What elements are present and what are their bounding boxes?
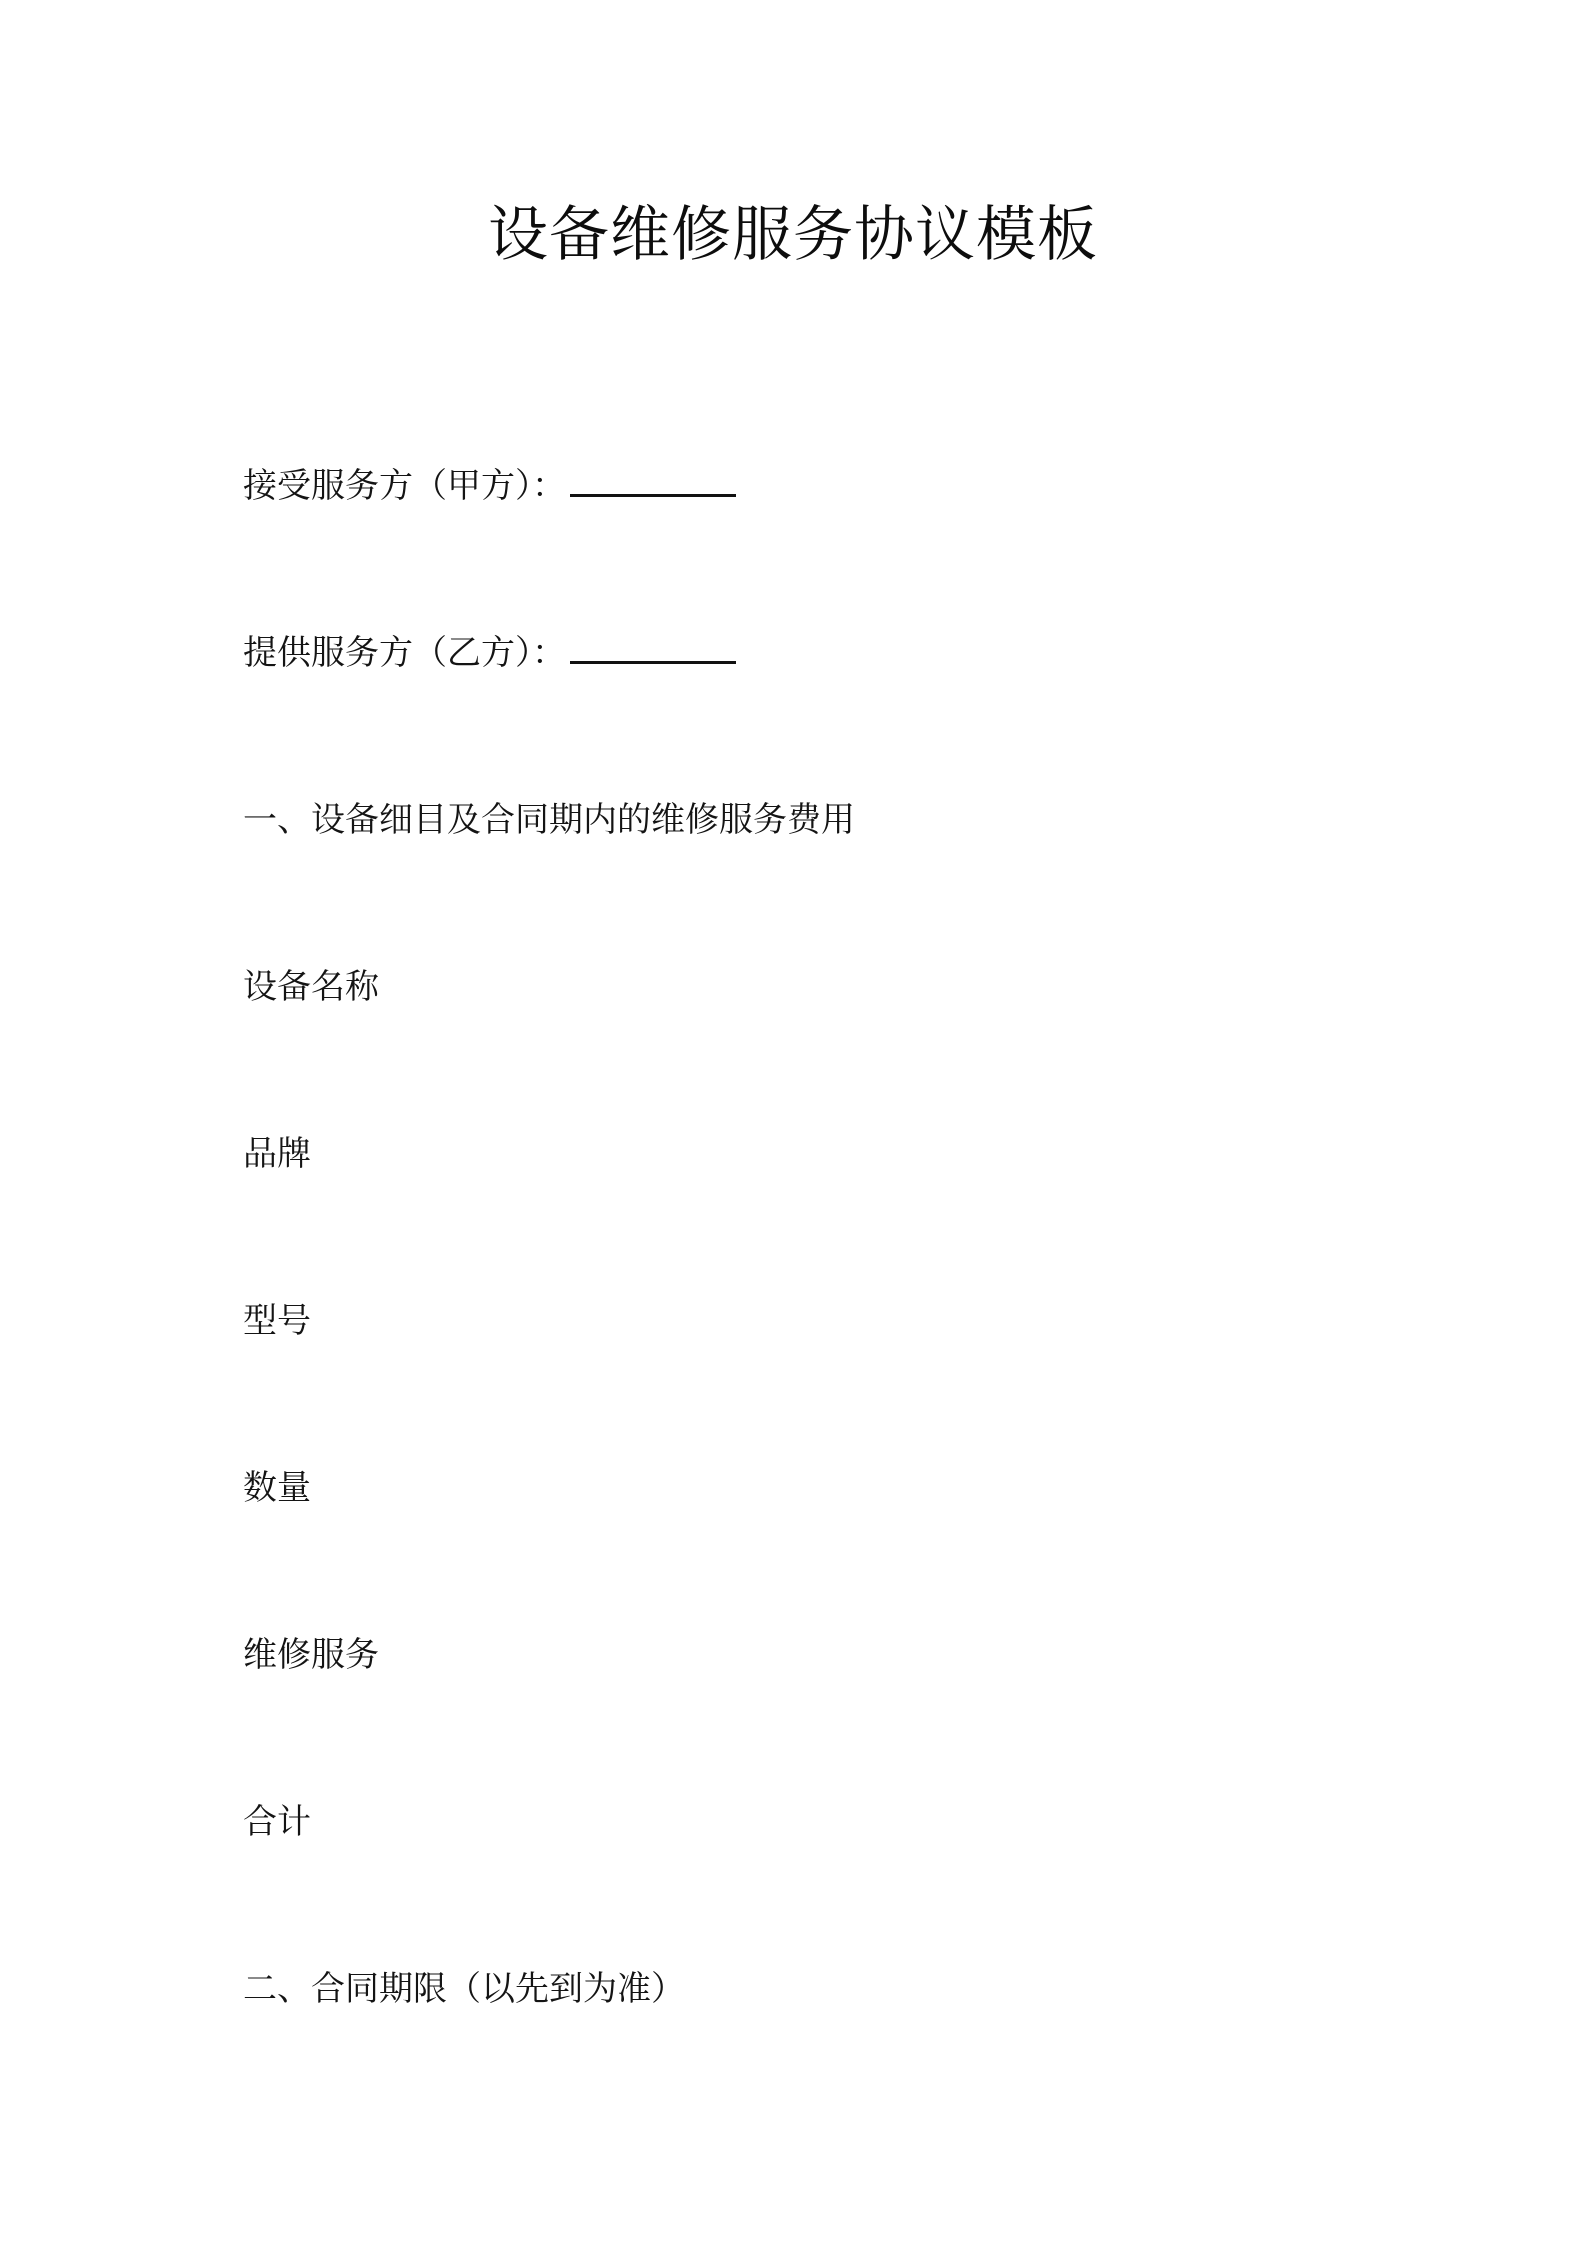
party-a-blank-field[interactable]: [570, 464, 736, 497]
field-total: 合计: [243, 1802, 311, 1842]
field-maintenance-service: 维修服务: [243, 1635, 379, 1675]
section-2-heading: 二、合同期限（以先到为准）: [243, 1969, 685, 2009]
field-brand: 品牌: [243, 1134, 311, 1174]
section-1-heading: 一、设备细目及合同期内的维修服务费用: [243, 800, 855, 840]
field-model: 型号: [243, 1301, 311, 1341]
party-b-line: [243, 629, 736, 677]
party-b-label: 提供服务方（乙方）：: [243, 633, 566, 673]
field-quantity: 数量: [243, 1468, 311, 1508]
party-a-line: [243, 462, 736, 510]
party-b-blank-field[interactable]: [570, 631, 736, 664]
field-equipment-name: 设备名称: [243, 967, 379, 1007]
party-a-label: 接受服务方（甲方）：: [243, 466, 566, 506]
document-title: 设备维修服务协议模板: [488, 200, 1098, 270]
